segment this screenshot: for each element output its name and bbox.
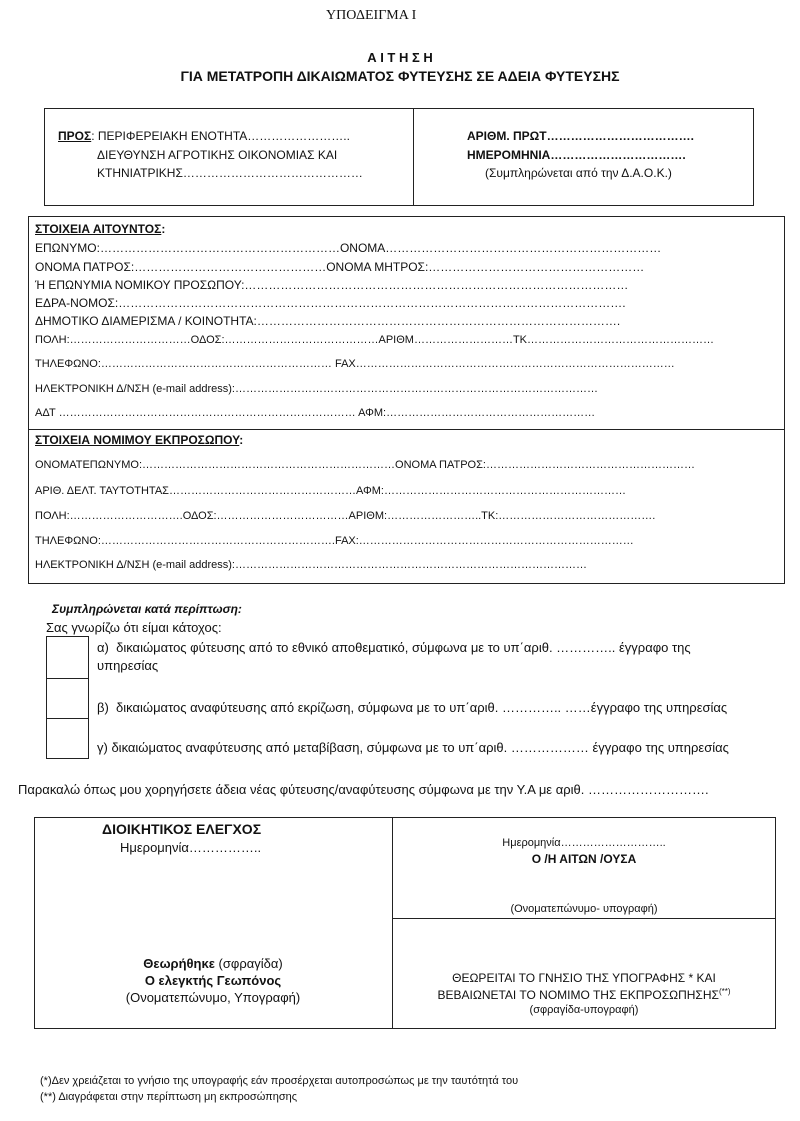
applicant-divider (28, 429, 785, 430)
admin-check-title: ΔΙΟΙΚΗΤΙΚΟΣ ΕΛΕΓΧΟΣ (102, 821, 262, 837)
representative-name-field[interactable]: ΟΝΟΜΑΤΕΠΩΝΥΜΟ:……………………………………………………………ΟΝΟΜΑ ΠΑΤΡΟΣ:………………………………………………… (35, 459, 695, 471)
applicant-signature-caption: (Ονοματεπώνυμο- υπογραφή) (510, 903, 658, 915)
admin-check-date-field[interactable]: Ημερομηνία…………….. (120, 840, 262, 855)
representative-id-field[interactable]: ΑΡΙΘ. ΔΕΛΤ. ΤΑΥΤΟΤΗΤΑΣ……………………………………………ΑΦΜ:………………………………………………………… (35, 485, 626, 497)
footnote-1: (*)Δεν χρειάζεται το γνήσιο της υπογραφής εάν προσέρχεται αυτοπροσώπως με την ταυτότητά του (40, 1075, 519, 1087)
recipient-divider (413, 108, 414, 206)
recipient-line-3[interactable]: ΚΤΗΝΙΑΤΡΙΚΗΣ……………………………………… (97, 166, 363, 180)
ownership-note: Συμπληρώνεται κατά περίπτωση: (52, 602, 242, 616)
applicant-father-field[interactable]: ΟΝΟΜΑ ΠΑΤΡΟΣ:…………………………………………ΟΝΟΜΑ ΜΗΤΡΟΣ:……………………………………………… (35, 260, 645, 274)
document-title: Α Ι Τ Η Σ Η (367, 50, 433, 65)
option-c-checkbox[interactable] (46, 718, 89, 759)
recipient-line-2: ΔΙΕΥΘΥΝΣΗ ΑΓΡΟΤΙΚΗΣ ΟΙΚΟΝΟΜΙΑΣ ΚΑΙ (97, 148, 338, 162)
signature-divider-horizontal (392, 918, 776, 919)
option-b-text: β) δικαιώματος αναφύτευσης από εκρίζωση, σύμφωνα με το υπ΄αριθ. ………….. ……έγγραφο της υπηρεσίας (97, 700, 728, 715)
specimen-label: ΥΠΟΔΕΙΓΜΑ Ι (326, 8, 417, 23)
applicant-email-field[interactable]: ΗΛΕΚΤΡΟΝΙΚΗ Δ/ΝΣΗ (e-mail address):……………………………………………………………………………………… (35, 383, 598, 395)
footnote-2: (**) Διαγράφεται στην περίπτωση μη εκπροσώπησης (40, 1091, 298, 1103)
representative-heading: ΣΤΟΙΧΕΙΑ ΝΟΜΙΜΟΥ ΕΚΠΡΟΣΩΠΟΥ: (35, 433, 244, 447)
protocol-number-field[interactable]: ΑΡΙΘΜ. ΠΡΩΤ………………………………. (467, 129, 694, 143)
applicant-heading: ΣΤΟΙΧΕΙΑ ΑΙΤΟΥΝΤΟΣ: (35, 222, 166, 236)
option-a-text: α) δικαιώματος φύτευσης από το εθνικό αποθεματικό, σύμφωνα με το υπ΄αριθ. ………….. έγγραφο της (97, 640, 691, 655)
option-b-checkbox[interactable] (46, 678, 89, 719)
ownership-intro: Σας γνωρίζω ότι είμαι κάτοχος: (46, 620, 222, 635)
authentication-stamp-caption: (σφραγίδα-υπογραφή) (529, 1004, 639, 1016)
applicant-seat-field[interactable]: ΕΔΡΑ-ΝΟΜΟΣ:………………………………………………………………………………………………………………. (35, 296, 626, 310)
applicant-address-field[interactable]: ΠΟΛΗ:……………………………ΟΔΟΣ:……………………………………ΑΡΙΘΜ………………………ΤΚ…………………………………………… (35, 334, 715, 346)
admin-check-inspector: Ο ελεγκτής Γεωπόνος (144, 973, 282, 988)
admin-check-seen: Θεωρήθηκε (σφραγίδα) (143, 956, 283, 971)
admin-check-signature: (Ονοματεπώνυμο, Υπογραφή) (125, 990, 301, 1005)
authentication-line-2: ΒΕΒΑΙΩΝΕΤΑΙ ΤΟ ΝΟΜΙΜΟ ΤΗΣ ΕΚΠΡΟΣΩΠΗΣΗΣ(**) (437, 987, 731, 1002)
representative-phone-field[interactable]: ΤΗΛΕΦΩΝΟ:……………………………………………………….FAX:………………………………………………………………… (35, 535, 634, 547)
applicant-signature-role: Ο /Η ΑΙΤΩΝ /ΟΥΣΑ (531, 852, 637, 866)
protocol-date-field[interactable]: ΗΜΕΡΟΜΗΝΙΑ……………………………. (467, 148, 686, 162)
option-c-text: γ) δικαιώματος αναφύτευσης από μεταβίβαση, σύμφωνα με το υπ΄αριθ. ……………… έγγραφο της υπηρεσίας (97, 740, 729, 755)
protocol-note: (Συμπληρώνεται από την Δ.Α.Ο.Κ.) (485, 166, 672, 180)
applicant-adt-field[interactable]: ΑΔΤ ……………………………………………………………………… ΑΦΜ:………………………………………………… (35, 407, 596, 419)
document-subtitle: ΓΙΑ ΜΕΤΑΤΡΟΠΗ ΔΙΚΑΙΩΜΑΤΟΣ ΦΥΤΕΥΣΗΣ ΣΕ ΑΔΕΙΑ ΦΥΤΕΥΣΗΣ (180, 68, 620, 84)
applicant-signature-date-field[interactable]: Ημερομηνία……………………….. (502, 837, 666, 849)
option-a-text-cont: υπηρεσίας (97, 658, 159, 673)
applicant-company-field[interactable]: Ή ΕΠΩΝΥΜΙΑ ΝΟΜΙΚΟΥ ΠΡΟΣΩΠΟΥ:…………………………………………………………………………………… (35, 278, 629, 292)
option-a-checkbox[interactable] (46, 636, 89, 679)
authentication-line-1: ΘΕΩΡΕΙΤΑΙ ΤΟ ΓΝΗΣΙΟ ΤΗΣ ΥΠΟΓΡΑΦΗΣ * ΚΑΙ (452, 971, 716, 985)
applicant-surname-field[interactable]: ΕΠΩΝΥΜΟ:……………………………………………………ΟΝΟΜΑ…………………………………………………………… (35, 241, 662, 255)
recipient-line-1 (58, 129, 350, 143)
request-text[interactable]: Παρακαλώ όπως μου χορηγήσετε άδεια νέας φύτευσης/αναφύτευσης σύμφωνα με την Υ.Α με αριθ. ………………………. (18, 782, 709, 797)
representative-email-field[interactable]: ΗΛΕΚΤΡΟΝΙΚΗ Δ/ΝΣΗ (e-mail address):…………………………………………………………………………………… (35, 559, 587, 571)
applicant-phone-field[interactable]: ΤΗΛΕΦΩΝΟ:……………………………………………………… FAX…………………………………………………………………………… (35, 358, 675, 370)
applicant-district-field[interactable]: ΔΗΜΟΤΙΚΟ ΔΙΑΜΕΡΙΣΜΑ / ΚΟΙΝΟΤΗΤΑ:………………………………………………………………………………. (35, 314, 621, 328)
recipient-region[interactable]: : ΠΕΡΙΦΕΡΕΙΑΚΗ ΕΝΟΤΗΤΑ…………………….. (91, 129, 350, 143)
representative-address-field[interactable]: ΠΟΛΗ:………………………….ΟΔΟΣ:………………………………ΑΡΙΘΜ:……………………..ΤΚ:……………………………………. (35, 510, 656, 522)
recipient-label: ΠΡΟΣ (58, 129, 92, 143)
